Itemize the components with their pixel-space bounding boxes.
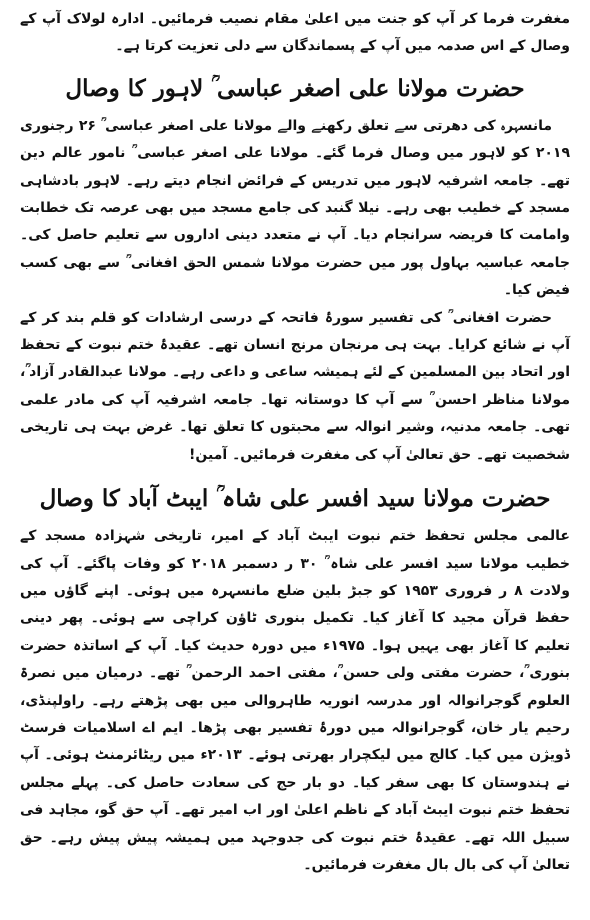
- section-2-paragraph-1: عالمی مجلس تحفظ ختم نبوت ایبٹ آباد کے امیر، تاریخی شہزادہ مسجد کے خطیب مولانا سید افسر علی شاہ ؒ ۳۰ ر دسمبر ۲۰۱۸ کو وفات پاگئے۔ آپ کی ولادت ۸ ر فروری ۱۹۵۳ کو جبڑ بلین ضلع مانسہرہ میں ہوئی۔ اپنے گاؤں میں حفظ قرآن مجید کا آغاز کیا۔ تکمیل بنوری ٹاؤن کراچی سے ہوئی۔ پھر دینی تعلیم کا آغاز بھی یہیں ہوا۔ ۱۹۷۵ء میں دورہ حدیث کیا۔ آپ کے اساتذہ حضرت بنوری ؒ، حضرت مفتی ولی حسن ؒ، مفتی احمد الرحمن ؒ تھے۔ درمیان میں نصرۃ العلوم گوجرانوالہ اور مدرسہ انوریہ طاہروالی میں بھی پڑھتے رہے۔ راولپنڈی، رحیم یار خان، گوجرانوالہ میں دورۂ تفسیر بھی پڑھا۔ ایم اے اسلامیات فرسٹ ڈویژن میں کیا۔ کالج میں لیکچرار بھرتی ہوئے۔ ۲۰۱۳ء میں ریٹائرمنٹ ہوئی۔ آپ نے ہندوستان کا بھی سفر کیا۔ دو بار حج کی سعادت حاصل کی۔ پہلے مجلس تحفظ ختم نبوت ایبٹ آباد کے ناظم اعلیٰ اور اب امیر تھے۔ آپ حق گو، مجاہد فی سبیل اللہ تھے۔ عقیدۂ ختم نبوت کی جدوجہد میں ہمیشہ پیش پیش رہے۔ حق تعالیٰ آپ کی بال بال مغفرت فرمائیں۔: [20, 528, 570, 873]
- intro-paragraph: مغفرت فرما کر آپ کو جنت میں اعلیٰ مقام نصیب فرمائیں۔ ادارہ لولاک آپ کے وصال کے اس صدمہ میں آپ کے پسماندگان سے دلی تعزیت کرتا ہے۔: [20, 11, 570, 55]
- section-1-heading: حضرت مولانا علی اصغر عباسی ؒ لاہور کا وصال: [65, 74, 525, 102]
- section-1-paragraph-2: حضرت افغانی ؒ کی تفسیر سورۂ فاتحہ کے درسی ارشادات کو قلم بند کر کے آپ نے شائع کرایا۔ بہت ہی مرنجان مرنج انسان تھے۔ عقیدۂ ختم نبوت کے تحفظ اور اتحاد بین المسلمین کے لئے ہمیشہ ساعی و داعی رہے۔ مولانا عبدالقادر آزاد ؒ، مولانا مناظر احسن ؒ سے آپ کا دوستانہ تھا۔ جامعہ اشرفیہ آپ کی مادر علمی تھی۔ جامعہ مدنیہ، وشیر انوالہ سے محبتوں کا تعلق تھا۔ غرض بہت ہی تاریخی شخصیت تھے۔ حق تعالیٰ آپ کی مغفرت فرمائیں۔ آمین!: [20, 309, 570, 463]
- section-2-heading: حضرت مولانا سید افسر علی شاہ ؒ ایبٹ آباد کا وصال: [39, 485, 551, 513]
- section-1-paragraph-1: مانسہرہ کی دھرتی سے تعلق رکھنے والے مولانا علی اصغر عباسی ؒ ۲۶ رجنوری ۲۰۱۹ کو لاہور میں وصال فرما گئے۔ مولانا علی اصغر عباسی ؒ نامور عالم دین تھے۔ جامعہ اشرفیہ لاہور میں تدریس کے فرائض انجام دیتے رہے۔ لاہور بادشاہی مسجد کے خطیب بھی رہے۔ نیلا گنبد کی جامع مسجد میں بھی عرصہ تک خطابت وامامت کا فریضہ سرانجام دیا۔ آپ نے متعدد دینی اداروں سے تعلیم حاصل کی۔ جامعہ عباسیہ بہاول پور میں حضرت مولانا شمس الحق افغانی ؒ سے بھی کسب فیض کیا۔: [20, 117, 570, 299]
